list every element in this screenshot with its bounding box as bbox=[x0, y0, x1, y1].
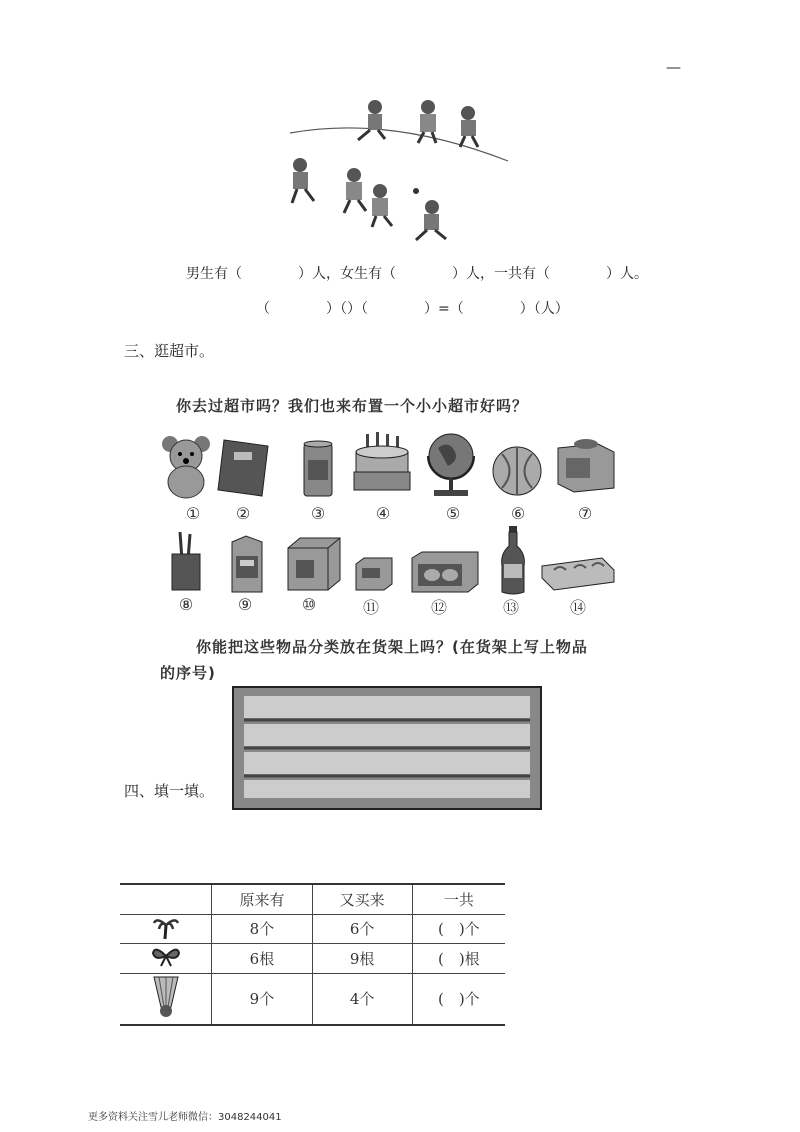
book-icon bbox=[216, 438, 272, 498]
milk-carton-icon bbox=[226, 534, 268, 594]
item-number: ⑨ bbox=[237, 595, 253, 614]
item-number: ③ bbox=[310, 504, 326, 523]
section-4-heading: 四、填一填。 bbox=[124, 782, 215, 800]
item-number: ⑩ bbox=[301, 595, 317, 614]
table-header: 原来有 bbox=[212, 884, 312, 914]
table-cell: ( )个 bbox=[412, 973, 505, 1025]
item-number: ② bbox=[235, 504, 251, 523]
biscuit-box-icon bbox=[556, 434, 616, 494]
shuttlecock-icon bbox=[120, 973, 212, 1025]
item-number: ⑦ bbox=[577, 504, 593, 523]
table-header: 一共 bbox=[412, 884, 505, 914]
item-number: ⑥ bbox=[510, 504, 526, 523]
item-number: ⑭ bbox=[569, 598, 586, 617]
item-number: ⑤ bbox=[445, 504, 461, 523]
item-number: ⑪ bbox=[362, 598, 379, 617]
table-header bbox=[120, 884, 212, 914]
cake-icon bbox=[352, 432, 412, 494]
section-3-heading: 三、逛超市。 bbox=[124, 342, 215, 360]
ribbon-icon bbox=[120, 943, 212, 973]
table-cell: 6根 bbox=[212, 943, 312, 973]
fill-table bbox=[120, 883, 505, 1026]
item-number: ⑬ bbox=[502, 598, 519, 617]
pencil-case-icon bbox=[540, 556, 616, 592]
ball-icon bbox=[490, 444, 544, 498]
table-header: 又买来 bbox=[312, 884, 412, 914]
small-box-icon bbox=[354, 556, 394, 592]
table-cell: 9个 bbox=[212, 973, 312, 1025]
can-icon bbox=[302, 440, 334, 498]
item-number: ④ bbox=[375, 504, 391, 523]
globe-icon bbox=[424, 430, 478, 498]
classify-prompt: 你能把这些物品分类放在货架上吗？(在货架上写上物品 bbox=[196, 638, 588, 656]
page-number-dash: — bbox=[666, 58, 681, 76]
table-cell: 4个 bbox=[312, 973, 412, 1025]
footer-note: 更多资料关注雪儿老师微信：3048244041 bbox=[88, 1112, 282, 1123]
children-playing-illustration bbox=[280, 95, 512, 245]
table-row bbox=[120, 943, 505, 973]
table-cell: 9根 bbox=[312, 943, 412, 973]
pen-holder-icon bbox=[168, 530, 204, 592]
supermarket-prompt: 你去过超市吗？我们也来布置一个小小超市好吗？ bbox=[176, 397, 529, 415]
food-box-icon bbox=[410, 550, 480, 594]
equation-line: （ ）（）（ ）=（ ）（人） bbox=[256, 301, 569, 317]
table-cell: 6个 bbox=[312, 914, 412, 943]
cola-bottle-icon bbox=[498, 526, 528, 596]
count-question: 男生有（ ）人，女生有（ ）人，一共有（ ）人。 bbox=[186, 266, 648, 282]
table-row bbox=[120, 973, 505, 1025]
palm-tree-icon bbox=[120, 914, 212, 943]
item-number: ⑧ bbox=[178, 595, 194, 614]
table-row bbox=[120, 914, 505, 943]
shelf-illustration bbox=[232, 686, 542, 810]
table-cell: ( )个 bbox=[412, 914, 505, 943]
table-cell: 8个 bbox=[212, 914, 312, 943]
item-number: ① bbox=[185, 504, 201, 523]
classify-prompt-cont: 的序号) bbox=[160, 664, 216, 682]
teddy-bear-icon bbox=[160, 434, 212, 500]
table-cell: ( )根 bbox=[412, 943, 505, 973]
box-icon bbox=[286, 536, 342, 592]
item-number: ⑫ bbox=[430, 598, 447, 617]
